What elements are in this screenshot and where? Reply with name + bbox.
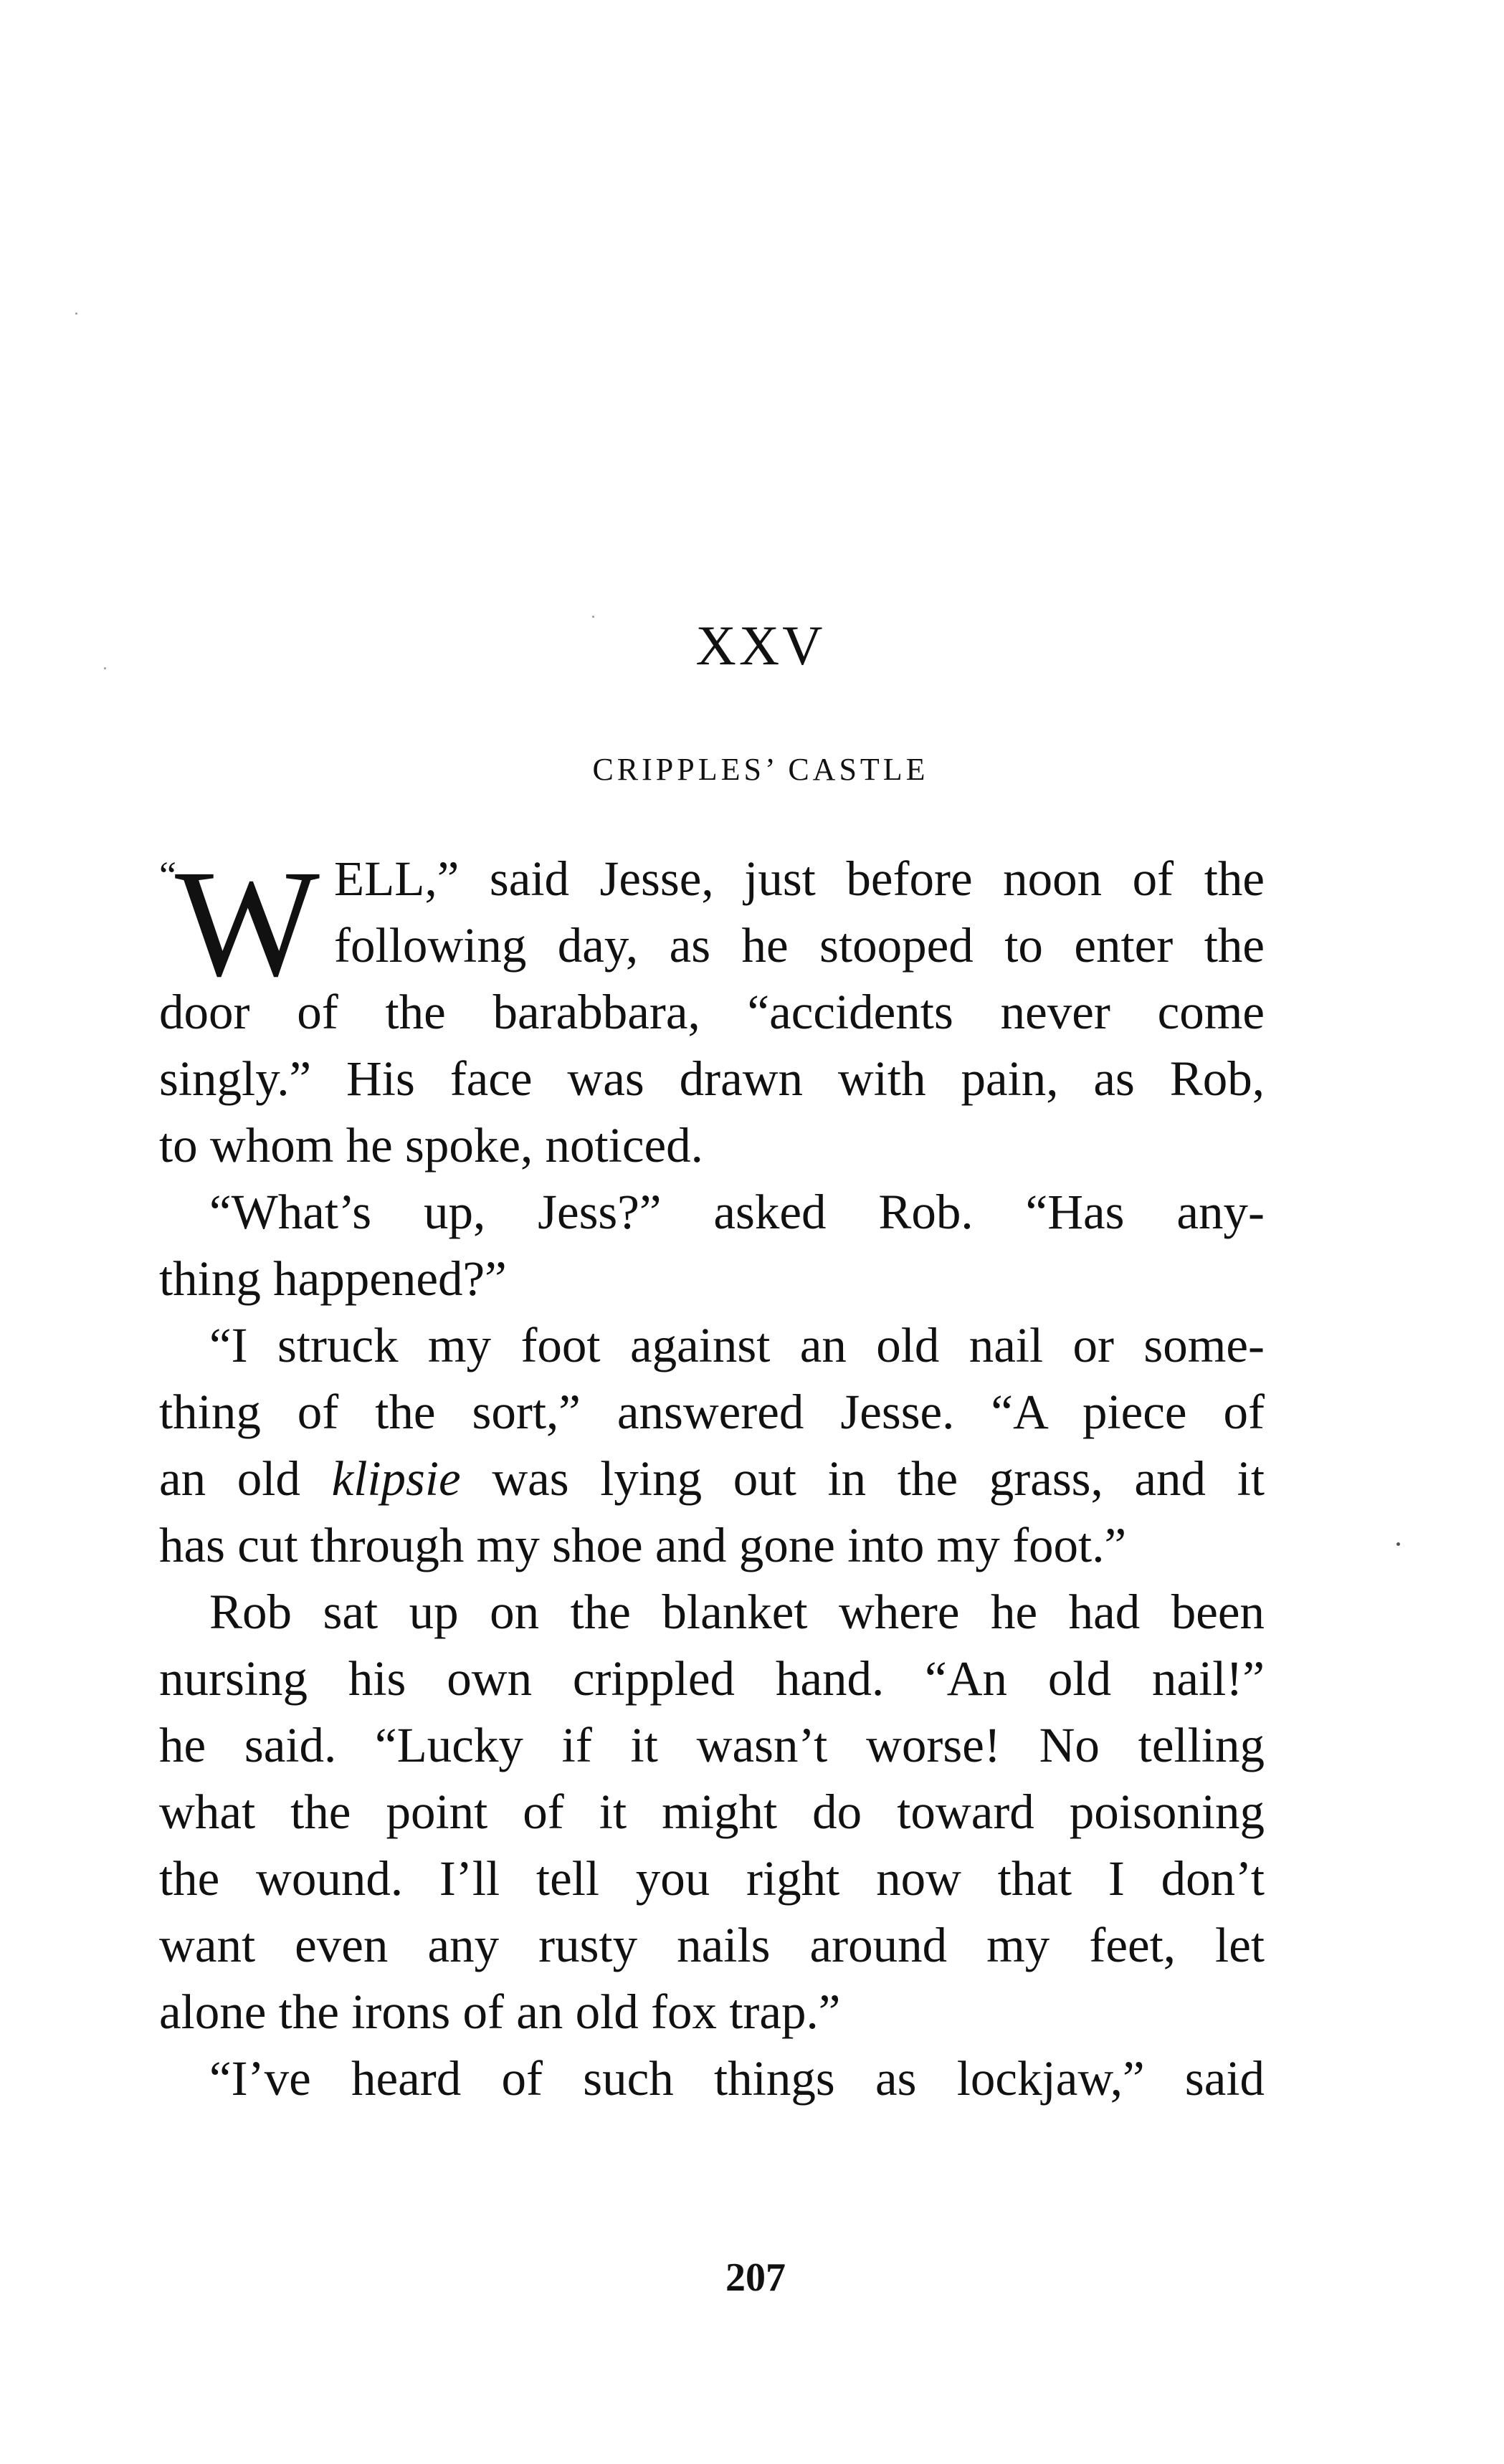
drop-cap-letter: W — [175, 839, 320, 1008]
chapter-title: CRIPPLES’ CASTLE — [592, 752, 929, 787]
text-line: ELL,” said Jesse, just before noon of the — [334, 851, 1265, 906]
text-line: alone the irons of an old fox trap.” — [159, 1985, 841, 2039]
text-line: Rob sat up on the blanket where he had been — [209, 1585, 1265, 1639]
scan-speck — [75, 312, 77, 315]
text-line: following day, as he stooped to enter the — [334, 918, 1265, 973]
text-line: thing of the sort,” answered Jesse. “A piece of — [159, 1385, 1265, 1439]
text-segment: an old — [159, 1451, 332, 1506]
text-line: the wound. I’ll tell you right now that I don’t — [159, 1851, 1265, 1906]
text-line: “I’ve heard of such things as lockjaw,” said — [209, 2051, 1265, 2106]
text-line: to whom he spoke, noticed. — [159, 1118, 703, 1173]
text-line: nursing his own crippled hand. “An old nail!” — [159, 1651, 1265, 1706]
text-line: “I struck my foot against an old nail or some- — [209, 1318, 1265, 1372]
scan-speck — [1396, 1542, 1400, 1546]
text-segment: was lying out in the grass, and it — [460, 1451, 1265, 1506]
chapter-number: XXV — [695, 614, 826, 677]
body-text — [159, 839, 1265, 2112]
text-line: want even any rusty nails around my feet, let — [159, 1918, 1265, 1972]
text-line — [159, 1446, 1265, 1512]
text-line: thing happened?” — [159, 1251, 507, 1306]
text-line: he said. “Lucky if it wasn’t worse! No telling — [159, 1718, 1265, 1772]
italic-word: klipsie — [331, 1451, 461, 1506]
text-lines — [159, 839, 1265, 2112]
text-line: has cut through my shoe and gone into my foot.” — [159, 1518, 1127, 1572]
text-line: what the point of it might do toward poisoning — [159, 1785, 1265, 1839]
page-number: 207 — [725, 2255, 786, 2300]
text-line: singly.” His face was drawn with pain, as Rob, — [159, 1051, 1265, 1106]
text-line: “What’s up, Jess?” asked Rob. “Has any- — [209, 1185, 1265, 1239]
text-line: door of the barabbara, “accidents never come — [159, 985, 1265, 1039]
drop-cap-open-quote: “ — [159, 854, 176, 897]
